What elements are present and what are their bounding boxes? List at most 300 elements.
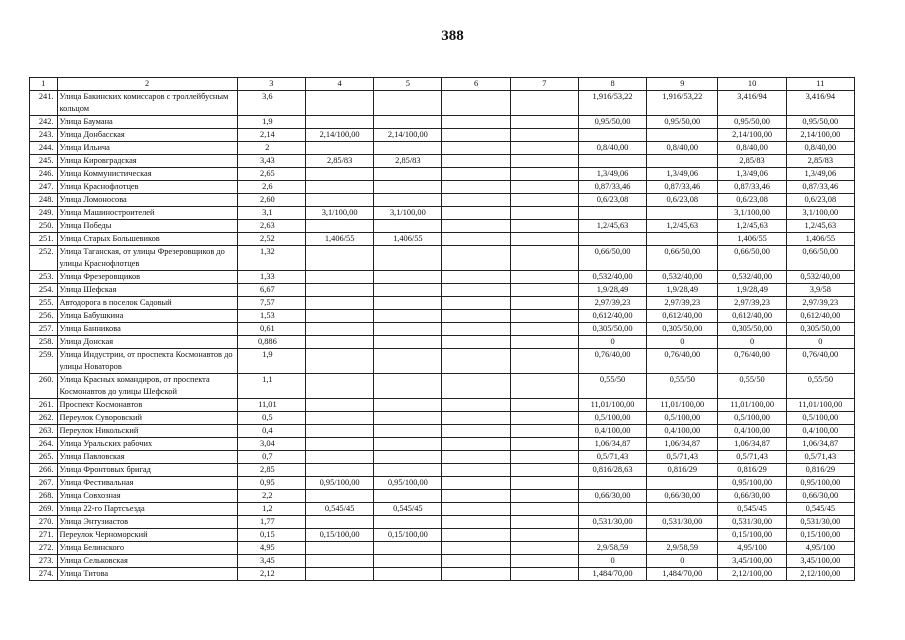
value-cell: 0,87/33,46 — [578, 181, 646, 194]
value-cell: 0 — [786, 336, 854, 349]
value-cell — [442, 284, 510, 297]
table-row — [30, 91, 855, 116]
value-cell: 0,15/100,00 — [718, 529, 786, 542]
value-cell: 2,14/100,00 — [718, 129, 786, 142]
value-cell — [510, 91, 578, 116]
value-cell: 0 — [578, 336, 646, 349]
table-row — [30, 297, 855, 310]
street-name: Улица Индустрии, от проспекта Космонавтов до улицы Новаторов — [57, 349, 237, 374]
length-cell: 1,2 — [237, 503, 305, 516]
value-cell — [442, 271, 510, 284]
column-header: 10 — [718, 78, 786, 91]
value-cell: 0,6/23,08 — [786, 194, 854, 207]
value-cell: 4,95/100 — [718, 542, 786, 555]
value-cell: 0,95/50,00 — [578, 116, 646, 129]
value-cell — [510, 399, 578, 412]
value-cell: 0,532/40,00 — [786, 271, 854, 284]
value-cell: 2,97/39,23 — [718, 297, 786, 310]
value-cell — [510, 207, 578, 220]
value-cell — [306, 323, 374, 336]
value-cell — [374, 116, 442, 129]
value-cell: 2,12/100,00 — [786, 568, 854, 581]
value-cell: 1,916/53,22 — [578, 91, 646, 116]
value-cell: 0,545/45 — [374, 503, 442, 516]
row-number: 255. — [30, 297, 58, 310]
value-cell: 2,12/100,00 — [718, 568, 786, 581]
value-cell: 0,95/100,00 — [718, 477, 786, 490]
value-cell — [647, 155, 718, 168]
value-cell: 2,9/58,59 — [647, 542, 718, 555]
value-cell: 0,8/40,00 — [786, 142, 854, 155]
street-name: Улица Бакинских комиссаров с троллейбусным кольцом — [57, 91, 237, 116]
value-cell — [442, 336, 510, 349]
value-cell — [374, 91, 442, 116]
value-cell — [306, 336, 374, 349]
table-row — [30, 181, 855, 194]
row-number: 272. — [30, 542, 58, 555]
value-cell: 0,95/50,00 — [647, 116, 718, 129]
row-number: 265. — [30, 451, 58, 464]
value-cell: 0,8/40,00 — [718, 142, 786, 155]
street-name: Улица 22-го Партсъезда — [57, 503, 237, 516]
value-cell: 0,6/23,08 — [718, 194, 786, 207]
value-cell: 2,97/39,23 — [578, 297, 646, 310]
value-cell: 1,2/45,63 — [647, 220, 718, 233]
length-cell: 1,53 — [237, 310, 305, 323]
row-number: 248. — [30, 194, 58, 207]
value-cell: 3,416/94 — [718, 91, 786, 116]
length-cell: 2,14 — [237, 129, 305, 142]
street-name: Переулок Суворовский — [57, 412, 237, 425]
length-cell: 1,9 — [237, 349, 305, 374]
value-cell: 0 — [718, 336, 786, 349]
value-cell: 0,66/30,00 — [647, 490, 718, 503]
value-cell: 0,87/33,46 — [647, 181, 718, 194]
row-number: 261. — [30, 399, 58, 412]
street-name: Улица Титова — [57, 568, 237, 581]
value-cell: 0,531/30,00 — [786, 516, 854, 529]
value-cell: 0,55/50 — [578, 374, 646, 399]
value-cell — [442, 555, 510, 568]
value-cell — [510, 168, 578, 181]
value-cell: 2,97/39,23 — [786, 297, 854, 310]
value-cell: 1,406/55 — [718, 233, 786, 246]
value-cell — [442, 516, 510, 529]
value-cell: 1,3/49,06 — [647, 168, 718, 181]
value-cell — [442, 438, 510, 451]
column-header: 11 — [786, 78, 854, 91]
value-cell: 0,95/50,00 — [718, 116, 786, 129]
value-cell: 0,6/23,08 — [647, 194, 718, 207]
row-number: 262. — [30, 412, 58, 425]
column-header: 4 — [306, 78, 374, 91]
value-cell: 0,545/45 — [786, 503, 854, 516]
value-cell — [510, 503, 578, 516]
row-number: 258. — [30, 336, 58, 349]
value-cell — [374, 297, 442, 310]
value-cell: 0,76/40,00 — [718, 349, 786, 374]
value-cell — [306, 116, 374, 129]
value-cell: 0,95/50,00 — [786, 116, 854, 129]
length-cell: 3,43 — [237, 155, 305, 168]
value-cell — [510, 490, 578, 503]
value-cell — [442, 116, 510, 129]
table-row — [30, 323, 855, 336]
value-cell — [578, 503, 646, 516]
length-cell: 0,7 — [237, 451, 305, 464]
value-cell: 0,5/71,43 — [578, 451, 646, 464]
street-name: Переулок Никольский — [57, 425, 237, 438]
street-name: Улица Ломоносова — [57, 194, 237, 207]
table-row — [30, 155, 855, 168]
value-cell: 0,531/30,00 — [647, 516, 718, 529]
length-cell: 7,57 — [237, 297, 305, 310]
table-row — [30, 374, 855, 399]
value-cell: 3,1/100,00 — [718, 207, 786, 220]
street-name: Улица Банникова — [57, 323, 237, 336]
column-header: 2 — [57, 78, 237, 91]
value-cell: 0,532/40,00 — [647, 271, 718, 284]
value-cell: 0,816/29 — [786, 464, 854, 477]
value-cell: 0,5/100,00 — [786, 412, 854, 425]
value-cell: 0,545/45 — [718, 503, 786, 516]
value-cell — [306, 284, 374, 297]
value-cell: 0,545/45 — [306, 503, 374, 516]
value-cell — [510, 374, 578, 399]
value-cell: 0,532/40,00 — [578, 271, 646, 284]
table-row — [30, 233, 855, 246]
value-cell — [510, 516, 578, 529]
row-number: 274. — [30, 568, 58, 581]
row-number: 251. — [30, 233, 58, 246]
street-name: Улица Баумана — [57, 116, 237, 129]
value-cell — [374, 464, 442, 477]
value-cell — [374, 336, 442, 349]
value-cell — [442, 297, 510, 310]
value-cell: 1,2/45,63 — [718, 220, 786, 233]
value-cell — [578, 207, 646, 220]
value-cell — [306, 438, 374, 451]
column-header: 8 — [578, 78, 646, 91]
length-cell: 3,6 — [237, 91, 305, 116]
table-row — [30, 399, 855, 412]
row-number: 253. — [30, 271, 58, 284]
value-cell: 0,612/40,00 — [647, 310, 718, 323]
value-cell — [578, 477, 646, 490]
length-cell: 6,67 — [237, 284, 305, 297]
value-cell: 0,95/100,00 — [786, 477, 854, 490]
value-cell: 0 — [647, 336, 718, 349]
value-cell — [442, 181, 510, 194]
value-cell — [442, 207, 510, 220]
value-cell — [442, 568, 510, 581]
value-cell — [306, 91, 374, 116]
row-number: 241. — [30, 91, 58, 116]
value-cell: 2,9/58,59 — [578, 542, 646, 555]
street-name: Улица Белинского — [57, 542, 237, 555]
row-number: 256. — [30, 310, 58, 323]
value-cell — [510, 129, 578, 142]
row-number: 254. — [30, 284, 58, 297]
value-cell: 2,85/83 — [374, 155, 442, 168]
row-number: 249. — [30, 207, 58, 220]
length-cell: 1,32 — [237, 246, 305, 271]
value-cell: 0,95/100,00 — [374, 477, 442, 490]
value-cell — [374, 323, 442, 336]
length-cell: 0,5 — [237, 412, 305, 425]
value-cell — [374, 374, 442, 399]
street-name: Улица Уральских рабочих — [57, 438, 237, 451]
table-row — [30, 336, 855, 349]
street-name: Улица Краснофлотцев — [57, 181, 237, 194]
row-number: 243. — [30, 129, 58, 142]
value-cell: 1,916/53,22 — [647, 91, 718, 116]
column-header: 6 — [442, 78, 510, 91]
value-cell: 0,612/40,00 — [718, 310, 786, 323]
value-cell — [374, 542, 442, 555]
value-cell — [510, 181, 578, 194]
value-cell — [510, 438, 578, 451]
value-cell: 1,3/49,06 — [786, 168, 854, 181]
value-cell: 2,85/83 — [306, 155, 374, 168]
value-cell — [374, 568, 442, 581]
length-cell: 2,2 — [237, 490, 305, 503]
value-cell — [306, 490, 374, 503]
value-cell — [306, 464, 374, 477]
value-cell — [374, 220, 442, 233]
value-cell: 3,45/100,00 — [786, 555, 854, 568]
value-cell: 3,9/58 — [786, 284, 854, 297]
value-cell — [374, 438, 442, 451]
column-header: 1 — [30, 78, 58, 91]
value-cell — [510, 542, 578, 555]
row-number: 247. — [30, 181, 58, 194]
value-cell — [442, 477, 510, 490]
value-cell — [510, 425, 578, 438]
column-header: 9 — [647, 78, 718, 91]
value-cell: 1,2/45,63 — [578, 220, 646, 233]
table-row — [30, 246, 855, 271]
value-cell: 11,01/100,00 — [786, 399, 854, 412]
street-name: Улица Шефская — [57, 284, 237, 297]
value-cell: 0,15/100,00 — [374, 529, 442, 542]
value-cell: 2,14/100,00 — [306, 129, 374, 142]
row-number: 267. — [30, 477, 58, 490]
column-header: 5 — [374, 78, 442, 91]
value-cell — [374, 246, 442, 271]
value-cell — [510, 451, 578, 464]
value-cell — [306, 555, 374, 568]
street-name: Улица Фестивальная — [57, 477, 237, 490]
table-row — [30, 464, 855, 477]
value-cell — [306, 194, 374, 207]
value-cell — [510, 142, 578, 155]
value-cell — [510, 246, 578, 271]
value-cell — [510, 284, 578, 297]
street-name: Улица Фронтовых бригад — [57, 464, 237, 477]
length-cell: 1,77 — [237, 516, 305, 529]
street-name: Переулок Черноморский — [57, 529, 237, 542]
value-cell: 0,55/50 — [718, 374, 786, 399]
value-cell: 0,87/33,46 — [786, 181, 854, 194]
value-cell: 0,66/30,00 — [786, 490, 854, 503]
row-number: 273. — [30, 555, 58, 568]
value-cell: 0,15/100,00 — [786, 529, 854, 542]
value-cell — [442, 142, 510, 155]
value-cell: 0 — [647, 555, 718, 568]
value-cell: 0,66/50,00 — [718, 246, 786, 271]
value-cell — [510, 529, 578, 542]
value-cell — [442, 542, 510, 555]
value-cell — [510, 477, 578, 490]
value-cell — [306, 220, 374, 233]
length-cell: 4,95 — [237, 542, 305, 555]
street-name: Улица Машиностроителей — [57, 207, 237, 220]
value-cell — [647, 233, 718, 246]
value-cell — [510, 323, 578, 336]
value-cell: 1,9/28,49 — [718, 284, 786, 297]
table-row — [30, 207, 855, 220]
value-cell: 4,95/100 — [786, 542, 854, 555]
value-cell — [442, 399, 510, 412]
row-number: 264. — [30, 438, 58, 451]
value-cell: 0,8/40,00 — [578, 142, 646, 155]
row-number: 263. — [30, 425, 58, 438]
value-cell — [442, 246, 510, 271]
length-cell: 2,65 — [237, 168, 305, 181]
table-row — [30, 451, 855, 464]
length-cell: 2,12 — [237, 568, 305, 581]
value-cell — [306, 516, 374, 529]
value-cell — [442, 349, 510, 374]
value-cell — [578, 155, 646, 168]
table-row — [30, 220, 855, 233]
row-number: 259. — [30, 349, 58, 374]
row-number: 260. — [30, 374, 58, 399]
value-cell — [306, 246, 374, 271]
length-cell: 1,9 — [237, 116, 305, 129]
value-cell: 0,66/50,00 — [786, 246, 854, 271]
value-cell — [306, 310, 374, 323]
length-cell: 2,63 — [237, 220, 305, 233]
value-cell — [306, 568, 374, 581]
value-cell: 0,5/71,43 — [786, 451, 854, 464]
value-cell: 0,5/100,00 — [718, 412, 786, 425]
value-cell — [647, 207, 718, 220]
value-cell — [442, 503, 510, 516]
value-cell: 1,484/70,00 — [647, 568, 718, 581]
street-name: Автодорога в поселок Садовый — [57, 297, 237, 310]
street-name: Улица Кировградская — [57, 155, 237, 168]
value-cell — [578, 529, 646, 542]
value-cell: 0,66/50,00 — [647, 246, 718, 271]
value-cell: 0,76/40,00 — [647, 349, 718, 374]
value-cell: 1,3/49,06 — [578, 168, 646, 181]
value-cell: 3,45/100,00 — [718, 555, 786, 568]
data-table — [29, 77, 855, 581]
table-row — [30, 168, 855, 181]
value-cell — [442, 490, 510, 503]
value-cell: 0,531/30,00 — [718, 516, 786, 529]
value-cell: 0,5/100,00 — [578, 412, 646, 425]
value-cell: 2,14/100,00 — [374, 129, 442, 142]
table-row — [30, 129, 855, 142]
street-name: Улица Красных командиров, от проспекта Космонавтов до улицы Шефской — [57, 374, 237, 399]
street-name: Улица Донская — [57, 336, 237, 349]
value-cell — [442, 451, 510, 464]
row-number: 270. — [30, 516, 58, 529]
length-cell: 3,04 — [237, 438, 305, 451]
value-cell — [374, 168, 442, 181]
value-cell — [510, 412, 578, 425]
table-row — [30, 425, 855, 438]
row-number: 245. — [30, 155, 58, 168]
length-cell: 2,52 — [237, 233, 305, 246]
value-cell — [374, 349, 442, 374]
value-cell — [374, 181, 442, 194]
table-row — [30, 568, 855, 581]
value-cell — [442, 129, 510, 142]
value-cell — [510, 336, 578, 349]
value-cell — [647, 529, 718, 542]
value-cell: 0,15/100,00 — [306, 529, 374, 542]
value-cell — [442, 310, 510, 323]
table-row — [30, 142, 855, 155]
value-cell — [442, 220, 510, 233]
value-cell: 0,76/40,00 — [786, 349, 854, 374]
value-cell: 0,816/29 — [718, 464, 786, 477]
street-name: Улица Донбасская — [57, 129, 237, 142]
value-cell: 0,531/30,00 — [578, 516, 646, 529]
table-header-row — [30, 78, 855, 91]
value-cell — [442, 323, 510, 336]
value-cell: 0,612/40,00 — [786, 310, 854, 323]
street-name: Проспект Космонавтов — [57, 399, 237, 412]
table-row — [30, 194, 855, 207]
value-cell — [306, 181, 374, 194]
value-cell — [306, 451, 374, 464]
value-cell — [306, 168, 374, 181]
value-cell — [510, 155, 578, 168]
value-cell — [442, 529, 510, 542]
value-cell — [442, 91, 510, 116]
value-cell: 1,406/55 — [306, 233, 374, 246]
value-cell — [510, 116, 578, 129]
length-cell: 0,61 — [237, 323, 305, 336]
table-row — [30, 438, 855, 451]
value-cell: 0,66/50,00 — [578, 246, 646, 271]
value-cell — [578, 233, 646, 246]
value-cell: 11,01/100,00 — [647, 399, 718, 412]
length-cell: 2,60 — [237, 194, 305, 207]
value-cell: 2,85/83 — [718, 155, 786, 168]
value-cell: 0,8/40,00 — [647, 142, 718, 155]
value-cell: 0,6/23,08 — [578, 194, 646, 207]
table-row — [30, 503, 855, 516]
value-cell: 2,97/39,23 — [647, 297, 718, 310]
value-cell — [306, 425, 374, 438]
value-cell — [374, 194, 442, 207]
value-cell — [374, 284, 442, 297]
value-cell: 3,1/100,00 — [374, 207, 442, 220]
row-number: 269. — [30, 503, 58, 516]
length-cell: 2,6 — [237, 181, 305, 194]
table-row — [30, 555, 855, 568]
value-cell: 1,2/45,63 — [786, 220, 854, 233]
column-header: 7 — [510, 78, 578, 91]
value-cell — [374, 425, 442, 438]
value-cell: 0,816/28,63 — [578, 464, 646, 477]
